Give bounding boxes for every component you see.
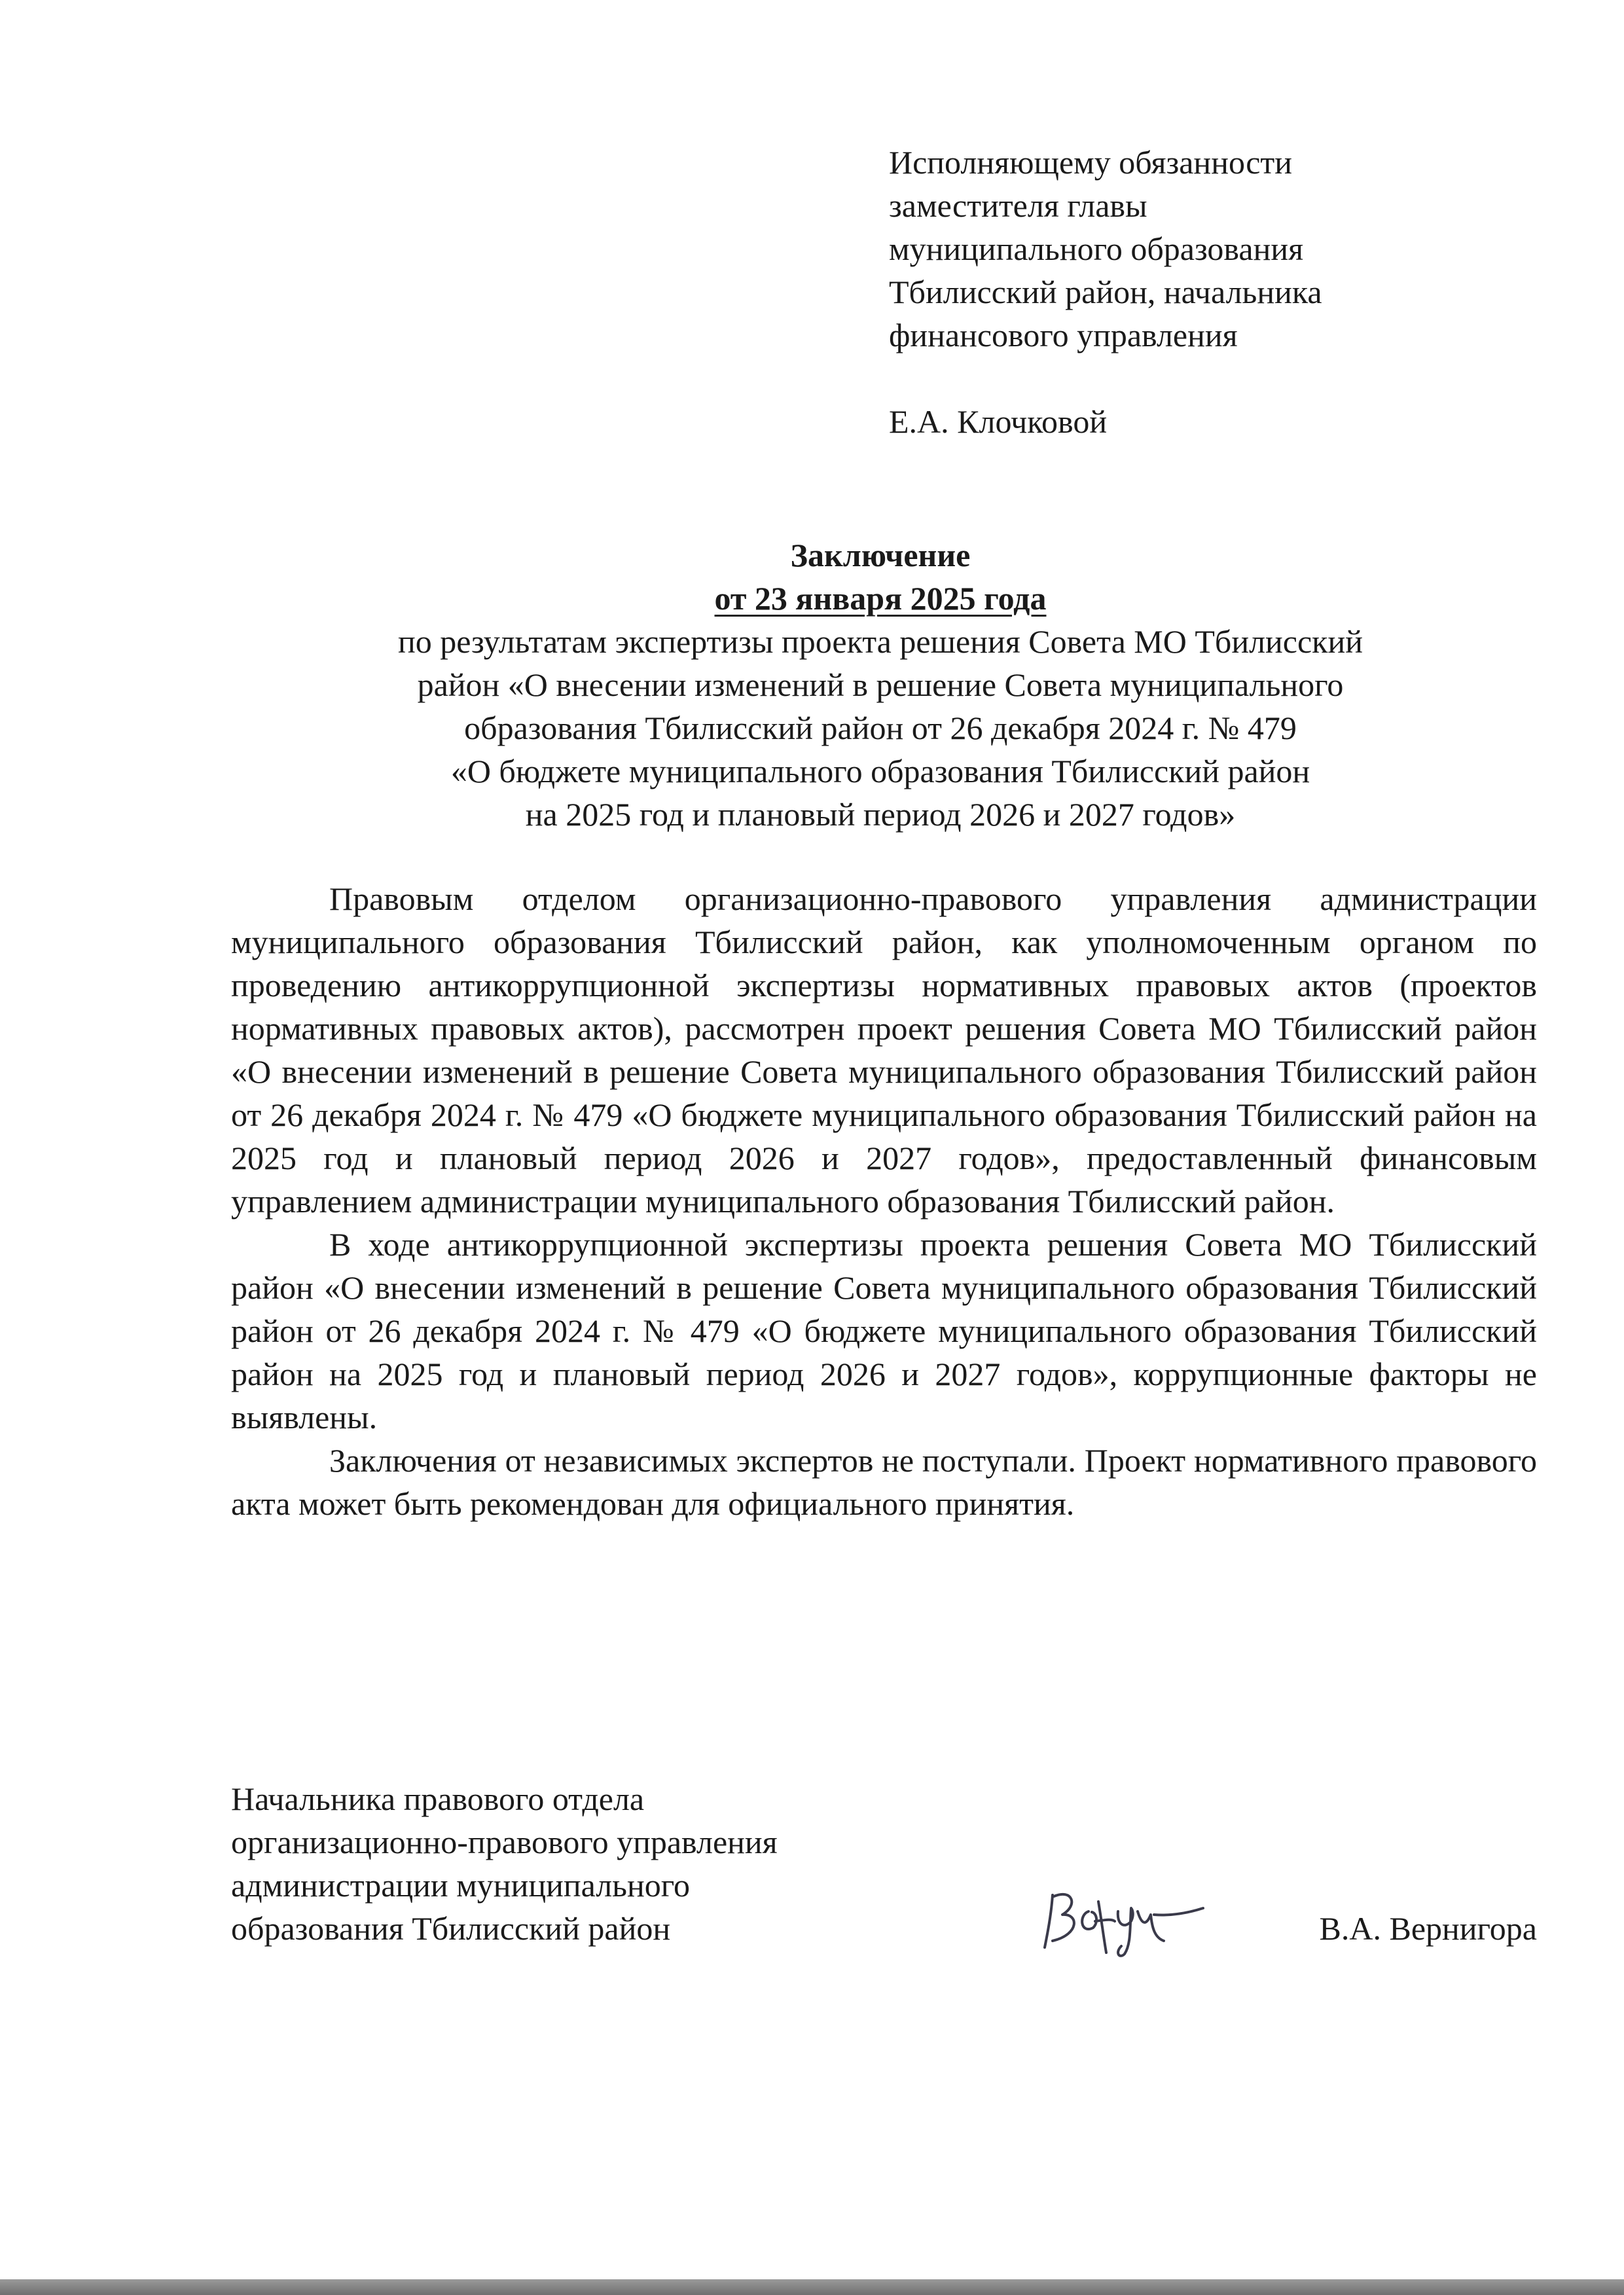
signatory-position-line: администрации муниципального — [231, 1867, 691, 1904]
document-subtitle-line: образования Тбилисский район от 26 декабря 2024 г. № 479 — [464, 710, 1297, 746]
signatory-name: В.А. Вернигора — [1319, 1910, 1537, 1947]
document-body — [231, 877, 1537, 1525]
addressee-block — [889, 141, 1478, 443]
scan-edge-bar — [0, 2279, 1624, 2295]
addressee-line: муниципального образования — [889, 230, 1304, 267]
document-heading — [229, 533, 1532, 836]
handwritten-signature — [1033, 1875, 1216, 1961]
signature-block — [231, 1777, 1537, 1950]
body-paragraph: Заключения от независимых экспертов не поступали. Проект нормативного правового акта может быть рекомендован для официального принятия. — [231, 1442, 1537, 1522]
document-date: от 23 января 2025 года — [714, 580, 1047, 617]
addressee-line: Исполняющему обязанности — [889, 144, 1292, 181]
addressee-line: Тбилисский район, начальника — [889, 274, 1322, 310]
addressee-name: Е.А. Клочковой — [889, 403, 1108, 440]
signatory-position-line: организационно-правового управления — [231, 1824, 778, 1860]
addressee-line: заместителя главы — [889, 187, 1147, 224]
document-subtitle-line: на 2025 год и плановый период 2026 и 2027 годов» — [525, 796, 1236, 833]
body-paragraph: В ходе антикоррупционной экспертизы проекта решения Совета МО Тбилисский район «О внесении изменений в решение Совета муниципального образования Тбилисский район от 26 декабря 2024 г. № 479 «О бюджете муниципального образования Тбилисский район на 2025 год и плановый период 2026 и 2027 годов», коррупционные факторы не выявлены. — [231, 1226, 1537, 1436]
document-subtitle-line: «О бюджете муниципального образования Тбилисский район — [450, 753, 1310, 789]
signatory-position-line: образования Тбилисский район — [231, 1910, 671, 1947]
document-title: Заключение — [790, 537, 971, 573]
document-subtitle-line: по результатам экспертизы проекта решения Совета МО Тбилисский — [398, 623, 1363, 660]
body-paragraph: Правовым отделом организационно-правового управления администрации муниципального образования Тбилисский район, как уполномоченным органом по проведению антикоррупционной экспертизы нормативных правовых актов (проектов нормативных правовых актов), рассмотрен проект решения Совета МО Тбилисский район «О внесении изменений в решение Совета муниципального образования Тбилисский район от 26 декабря 2024 г. № 479 «О бюджете муниципального образования Тбилисский район на 2025 год и плановый период 2026 и 2027 годов», предоставленный финансовым управлением администрации муниципального образования Тбилисский район. — [231, 880, 1537, 1220]
addressee-line: финансового управления — [889, 317, 1238, 353]
signatory-position-line: Начальника правового отдела — [231, 1780, 645, 1817]
document-subtitle-line: район «О внесении изменений в решение Совета муниципального — [417, 666, 1344, 703]
